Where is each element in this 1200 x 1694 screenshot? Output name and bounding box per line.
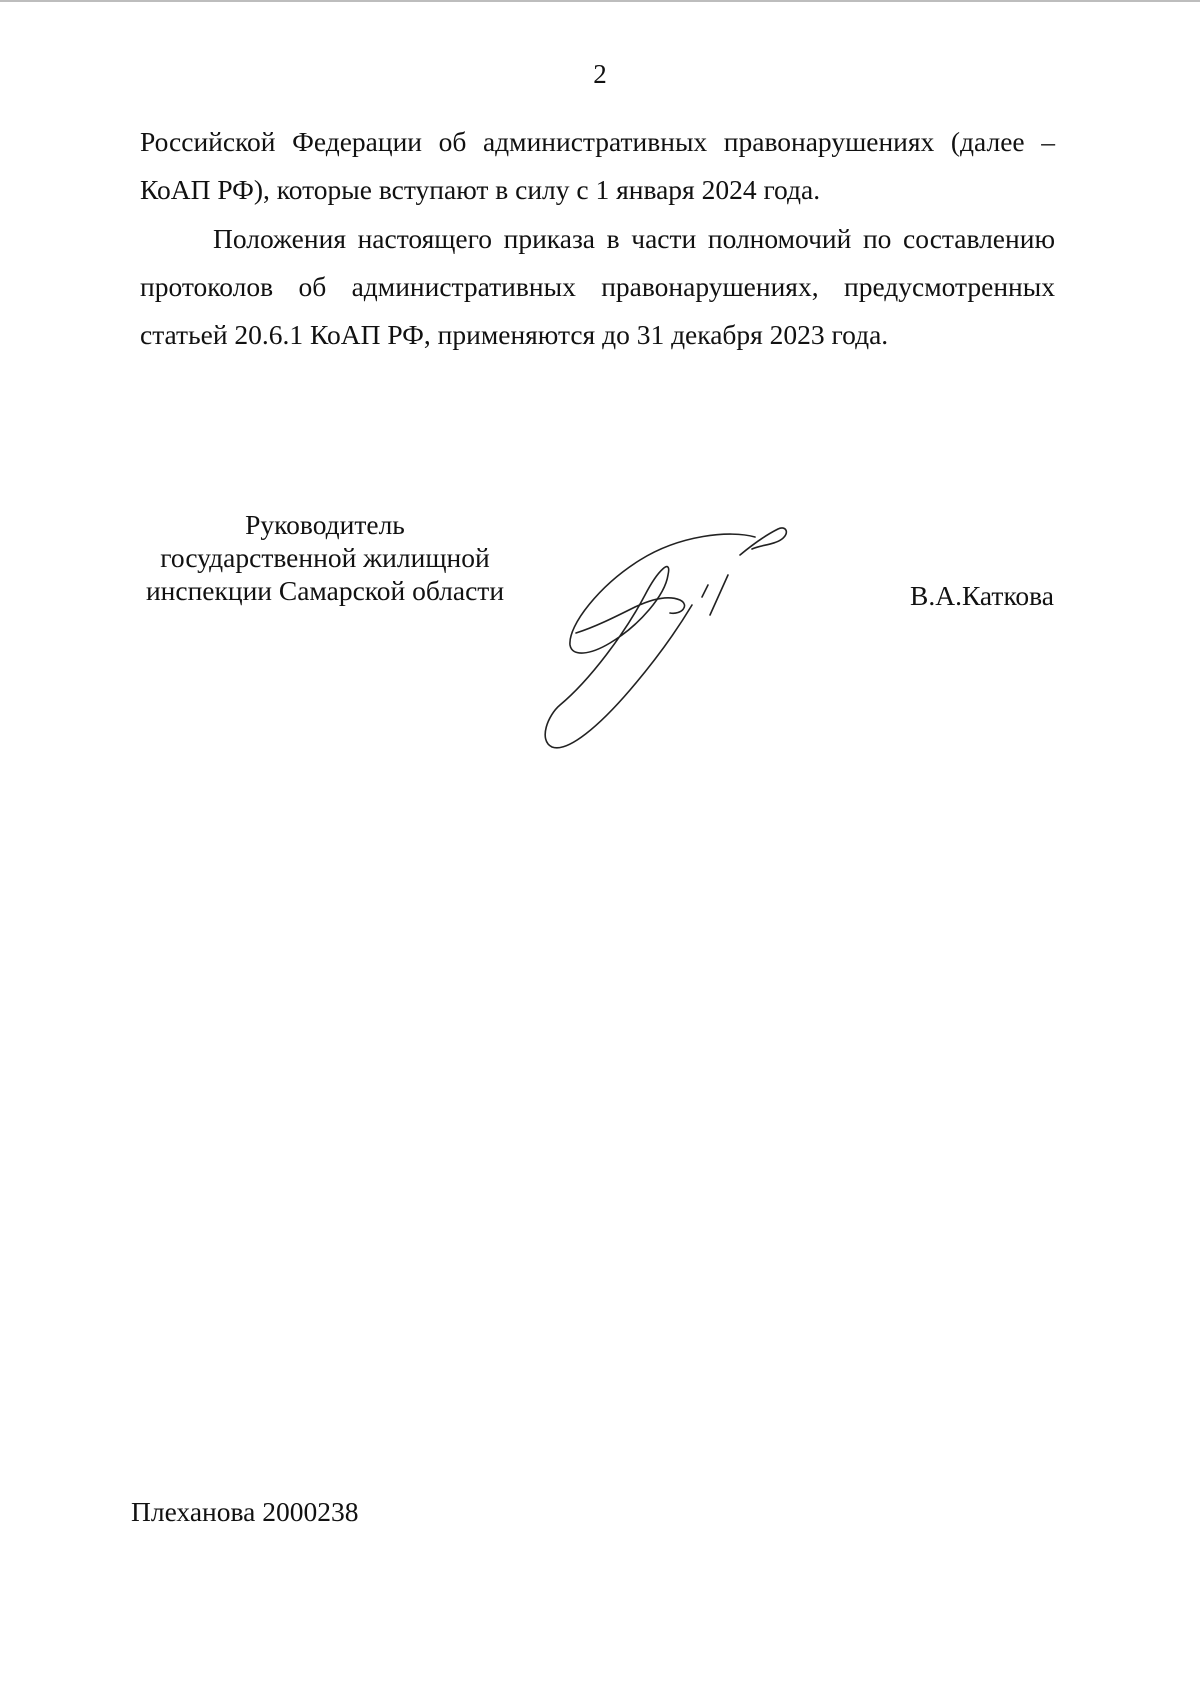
page-number: 2: [593, 59, 607, 89]
handwritten-signature: [540, 515, 810, 755]
paragraph-1: Российской Федерации об административных правонарушениях (далее – КоАП РФ), которые вступают в силу с 1 января 2024 года.: [140, 126, 1055, 205]
executor-note: Плеханова 2000238: [131, 1496, 359, 1527]
signer-name: В.А.Каткова: [910, 580, 1054, 611]
position-line-1: Руководитель: [245, 509, 405, 540]
signatory-position: [120, 508, 530, 607]
position-line-2: государственной жилищной: [160, 542, 490, 573]
paragraph-2: Положения настоящего приказа в части полномочий по составлению протоколов об административных правонарушениях, предусмотренных статьей 20.6.1 КоАП РФ, применяются до 31 декабря 2023 года.: [140, 223, 1055, 350]
top-border: [0, 0, 1200, 2]
position-line-3: инспекции Самарской области: [145, 575, 505, 606]
